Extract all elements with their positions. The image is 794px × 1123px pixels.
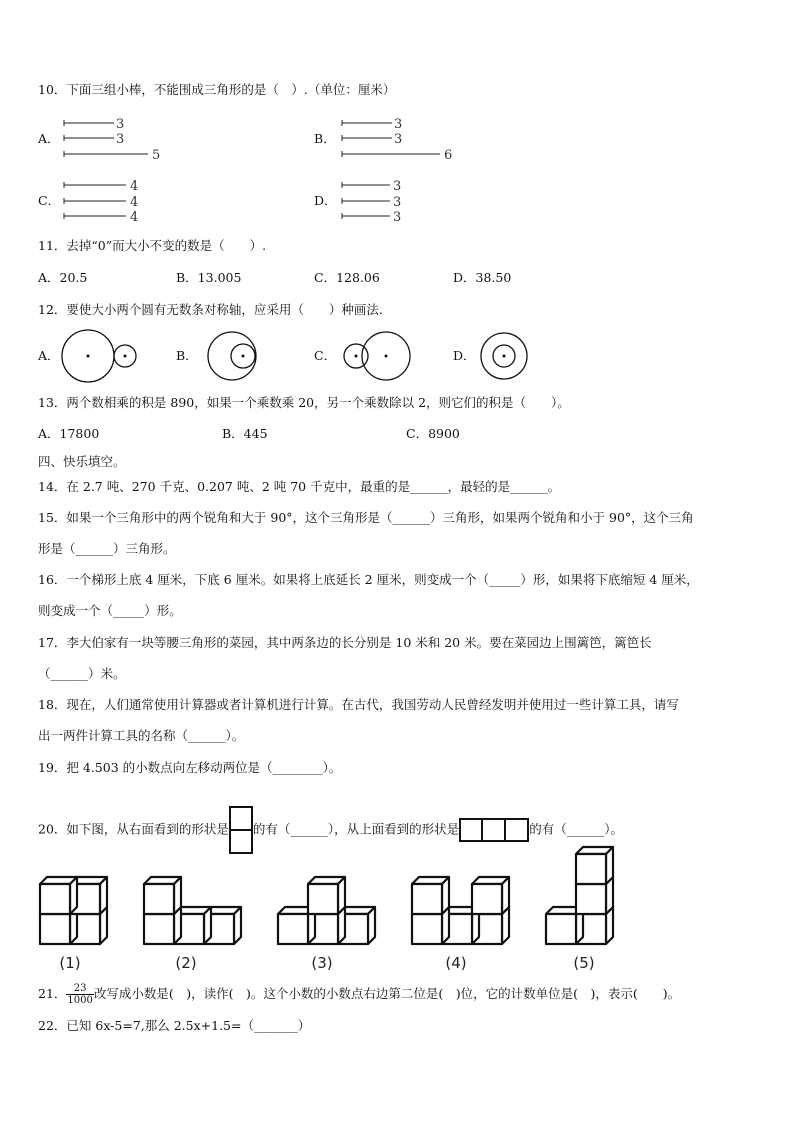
q10-option-b-label: B．: [314, 131, 336, 146]
stick-label: 4: [130, 179, 139, 194]
q12-option-d-label: D．: [453, 348, 476, 363]
cube: [472, 877, 509, 914]
stick-label: 5: [152, 148, 161, 163]
q12-option-b-circles: [204, 330, 264, 382]
q11-option-a: A．20.5: [38, 270, 88, 285]
q20-part1: 20．如下图，从右面看到的形状是: [38, 821, 229, 837]
q10-stem: 10．下面三组小棒，不能围成三角形的是（ ）.（单位：厘米）: [38, 82, 396, 97]
q12-option-d-circles: [478, 330, 534, 382]
q10-option-c-sticks: [62, 178, 152, 228]
q13-option-c: C．8900: [406, 426, 460, 441]
q13-option-b: B．445: [222, 426, 268, 441]
q10-option-d-sticks: [340, 178, 420, 228]
stick-label: 3: [393, 210, 402, 225]
stick-label: 3: [116, 132, 125, 147]
q21-denominator: 1000: [67, 995, 93, 1006]
section-heading: 四、快乐填空。: [38, 454, 126, 469]
q12-option-b-label: B．: [176, 348, 198, 363]
q13-stem: 13．两个数相乘的积是 890，如果一个乘数乘 20，另一个乘数除以 2，则它们的积是（ ）。: [38, 395, 570, 410]
top-view-shape: [459, 818, 529, 842]
q19-text: 19．把 4.503 的小数点向左移动两位是（________）。: [38, 760, 342, 775]
stick-label: 3: [394, 132, 403, 147]
q15-line1: 15．如果一个三角形中的两个锐角和大于 90°，这个三角形是（______）三角形，如果两个锐角和小于 90°，这个三角: [38, 510, 694, 525]
stick-label: 4: [130, 195, 139, 210]
q17-line2: （______）米。: [38, 666, 126, 681]
q21-numerator: 23: [66, 983, 93, 995]
q11-option-d: D．38.50: [453, 270, 512, 285]
q18-line1: 18．现在，人们通常使用计算器或者计算机进行计算。在古代，我国劳动人民曾经发明并使用过一些计算工具，请写: [38, 697, 679, 712]
q20-part3: 的有（______）。: [529, 821, 623, 837]
q11-stem: 11．去掉“0”而大小不变的数是（ ）.: [38, 238, 267, 253]
q12-option-a-circles: [60, 328, 140, 384]
q15-line2: 形是（______）三角形。: [38, 541, 176, 556]
q12-option-c-label: C．: [314, 348, 337, 363]
q11-option-c: C．128.06: [314, 270, 380, 285]
q12-option-c-circles: [340, 330, 412, 382]
q12-stem: 12．要使大小两个圆有无数条对称轴，应采用（ ）种画法.: [38, 302, 383, 317]
figure-label: (2): [175, 954, 197, 972]
figure-label: (1): [59, 954, 81, 972]
q22-text: 22．已知 6x-5=7,那么 2.5x+1.5=（_______）: [38, 1018, 311, 1033]
q16-line2: 则变成一个（_____）形。: [38, 603, 182, 618]
q10-option-a-label: A．: [38, 131, 60, 146]
q20-cube-figures: [0, 840, 794, 980]
figure-label: (4): [445, 954, 467, 972]
q21-rest: 改写成小数是( )，读作( )。这个小数的小数点右边第二位是( )位，它的计数单位是( )，表示( )。: [93, 986, 681, 1001]
q20-part2: 的有（______），从上面看到的形状是: [252, 821, 460, 837]
q12-option-a-label: A．: [38, 348, 60, 363]
stick-label: 3: [393, 179, 402, 194]
q16-line1: 16．一个梯形上底 4 厘米，下底 6 厘米。如果将上底延长 2 厘米，则变成一个（_____）形，如果将下底缩短 4 厘米，: [38, 572, 699, 587]
stick-label: 3: [393, 195, 402, 210]
cube: [412, 877, 449, 914]
stick-label: 4: [130, 210, 139, 225]
q21-text: [38, 980, 680, 1008]
q13-option-a: A．17800: [38, 426, 100, 441]
stick-label: 3: [394, 117, 403, 132]
cube: [576, 847, 613, 884]
q21-prefix: 21．: [38, 986, 67, 1001]
figure-label: (5): [573, 954, 595, 972]
q21-fraction: [66, 983, 93, 1006]
q10-option-c-label: C．: [38, 193, 61, 208]
stick-label: 6: [444, 148, 453, 163]
figure-label: (3): [311, 954, 333, 972]
q10-option-b-sticks: [340, 116, 460, 166]
q11-option-b: B．13.005: [176, 270, 242, 285]
q17-line1: 17．李大伯家有一块等腰三角形的菜园，其中两条边的长分别是 10 米和 20 米。要在菜园边上围篱笆，篱笆长: [38, 635, 652, 650]
q10-option-d-label: D．: [314, 193, 337, 208]
cube: [308, 877, 345, 914]
q14-text: 14．在 2.7 吨、270 千克、0.207 吨、2 吨 70 千克中，最重的是______，最轻的是______。: [38, 479, 561, 494]
cube: [144, 877, 181, 914]
cube: [40, 877, 77, 914]
stick-label: 3: [116, 117, 125, 132]
q10-option-a-sticks: [62, 116, 172, 166]
q18-line2: 出一两件计算工具的名称（______）。: [38, 728, 245, 743]
